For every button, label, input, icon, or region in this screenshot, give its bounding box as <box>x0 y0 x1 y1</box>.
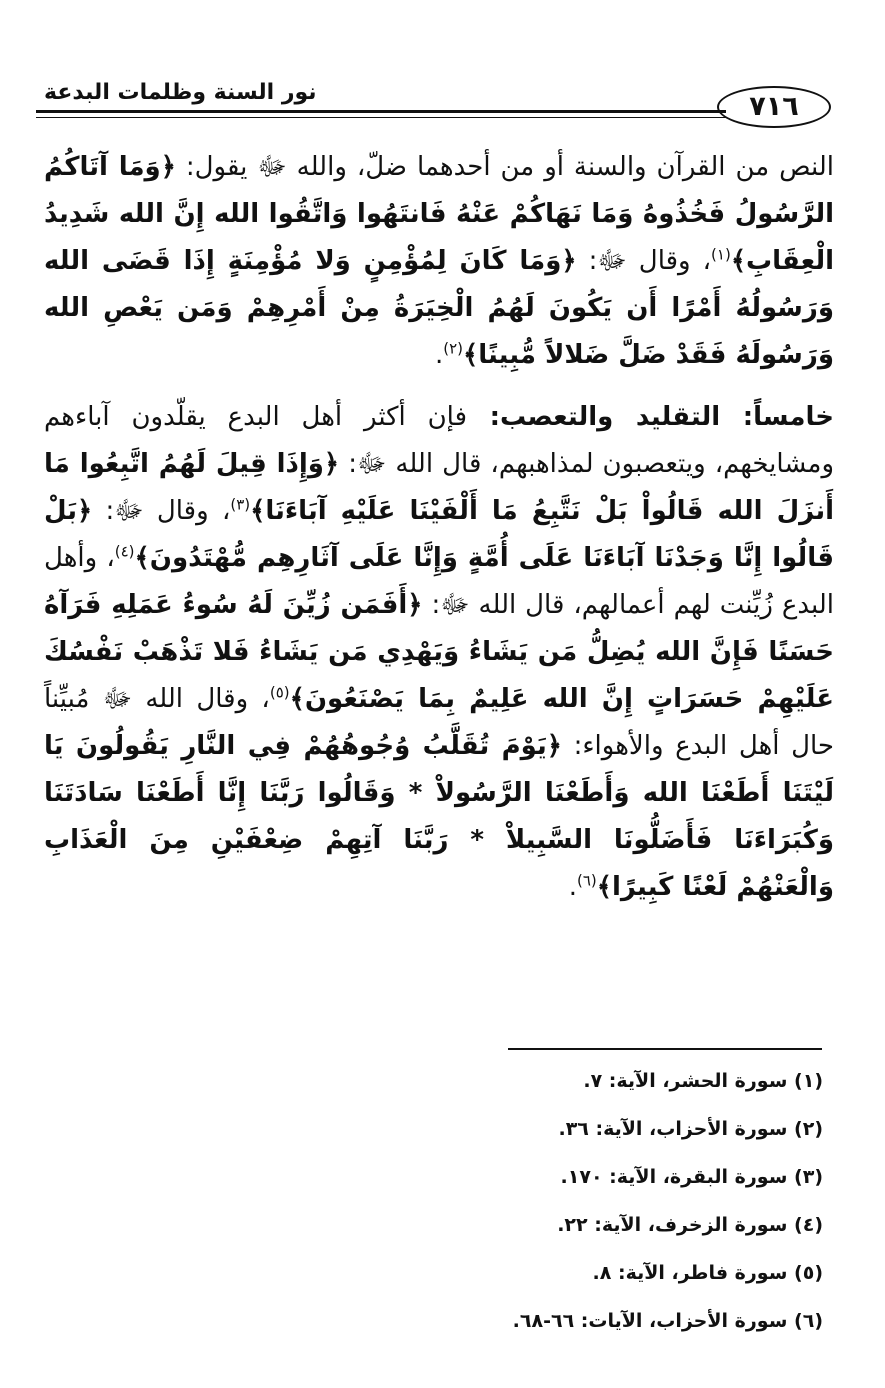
main-text <box>44 144 834 911</box>
footnote-marker: (٤) <box>114 542 135 561</box>
quran-verse: ﴿أَفَمَن زُيِّنَ لَهُ سُوءُ عَمَلِهِ فَرَآهُ حَسَنًا فَإِنَّ الله يُضِلُّ مَن يَشَاءُ وَيَهْدِي مَن يَشَاءُ فَلا تَذْهَبْ نَفْسُكَ عَلَيْهِمْ حَسَرَاتٍ إِنَّ الله عَلِيمٌ بِمَا يَصْنَعُونَ﴾ <box>44 590 834 714</box>
running-title: نور السنة وظلمات البدعة <box>44 80 317 105</box>
text-segment: ، وقال ﷻ: <box>92 496 231 526</box>
text-segment: ، وقال ﷻ: <box>576 246 712 276</box>
page-number: ٧١٦ <box>717 86 831 128</box>
footnote-3: (٣) سورة البقرة، الآية: ١٧٠. <box>560 1166 823 1188</box>
paragraph-1 <box>44 144 834 379</box>
footnote-marker: (١) <box>711 245 731 264</box>
quran-verse: ﴿بَلْ قَالُوا إِنَّا وَجَدْنَا آبَاءَنَا عَلَى أُمَّةٍ وَإِنَّا عَلَى آثَارِهِم مُّهْتَدُونَ﴾ <box>44 496 834 573</box>
footnote-marker: (٢) <box>443 339 464 358</box>
text-segment: فإن أكثر أهل البدع يقلّدون آباءهم ومشايخهم، ويتعصبون لمذاهبهم، قال الله ﷻ: <box>44 402 835 479</box>
footnote-separator <box>508 1048 822 1050</box>
paragraph-2 <box>44 394 834 911</box>
footnote-1: (١) سورة الحشر، الآية: ٧. <box>583 1070 823 1092</box>
text-segment: ، وقال الله ﷻ مُبيِّناً حال أهل البدع والأهواء: <box>44 684 834 761</box>
quran-verse: ﴿يَوْمَ تُقَلَّبُ وُجُوهُهُمْ فِي النَّارِ يَقُولُونَ يَا لَيْتَنَا أَطَعْنَا الله وَأَطَعْنَا الرَّسُولاْ * وَقَالُوا رَبَّنَا إِنَّا أَطَعْنَا سَادَتَنَا وَكُبَرَاءَنَا فَأَضَلُّونَا السَّبِيلاْ * رَبَّنَا آتِهِمْ ضِعْفَيْنِ مِنَ الْعَذَابِ وَالْعَنْهُمْ لَعْنًا كَبِيرًا﴾ <box>44 731 834 902</box>
header-rule-thick <box>36 110 726 113</box>
text-segment: النص من القرآن والسنة أو من أحدهما ضلّ، والله ﷻ يقول: <box>175 152 834 182</box>
section-lead: خامساً: التقليد والتعصب: <box>467 402 834 432</box>
footnote-5: (٥) سورة فاطر، الآية: ٨. <box>592 1262 823 1284</box>
text-segment: . <box>568 872 577 902</box>
footnote-2: (٢) سورة الأحزاب، الآية: ٣٦. <box>558 1118 823 1140</box>
footnote-4: (٤) سورة الزخرف، الآية: ٢٢. <box>557 1214 823 1236</box>
quran-verse: ﴿وَمَا كَانَ لِمُؤْمِنٍ وَلا مُؤْمِنَةٍ إِذَا قَضَى الله وَرَسُولُهُ أَمْرًا أَن يَكُونَ لَهُمُ الْخِيَرَةُ مِنْ أَمْرِهِمْ وَمَن يَعْصِ الله وَرَسُولَهُ فَقَدْ ضَلَّ ضَلالاً مُّبِينًا﴾ <box>44 246 834 370</box>
footnote-marker: (٦) <box>576 871 597 890</box>
page-header <box>36 78 831 128</box>
footnote-marker: (٣) <box>230 495 251 514</box>
footnotes <box>403 1058 823 1346</box>
text-segment: . <box>434 340 444 370</box>
header-rule-thin <box>36 117 726 118</box>
quran-verse: ﴿وَإِذَا قِيلَ لَهُمُ اتَّبِعُوا مَا أَنزَلَ الله قَالُواْ بَلْ نَتَّبِعُ مَا أَلْفَيْنَا عَلَيْهِ آبَاءَنَا﴾ <box>44 449 835 526</box>
text-segment: ، وأهل البدع زُيِّنت لهم أعمالهم، قال الله ﷻ: <box>44 543 834 620</box>
footnote-marker: (٥) <box>269 683 290 702</box>
footnote-6: (٦) سورة الأحزاب، الآيات: ٦٦-٦٨. <box>512 1310 823 1332</box>
quran-verse: ﴿وَمَا آتَاكُمُ الرَّسُولُ فَخُذُوهُ وَمَا نَهَاكُمْ عَنْهُ فَانتَهُوا وَاتَّقُوا الله إِنَّ الله شَدِيدُ الْعِقَابِ﴾ <box>44 152 834 276</box>
